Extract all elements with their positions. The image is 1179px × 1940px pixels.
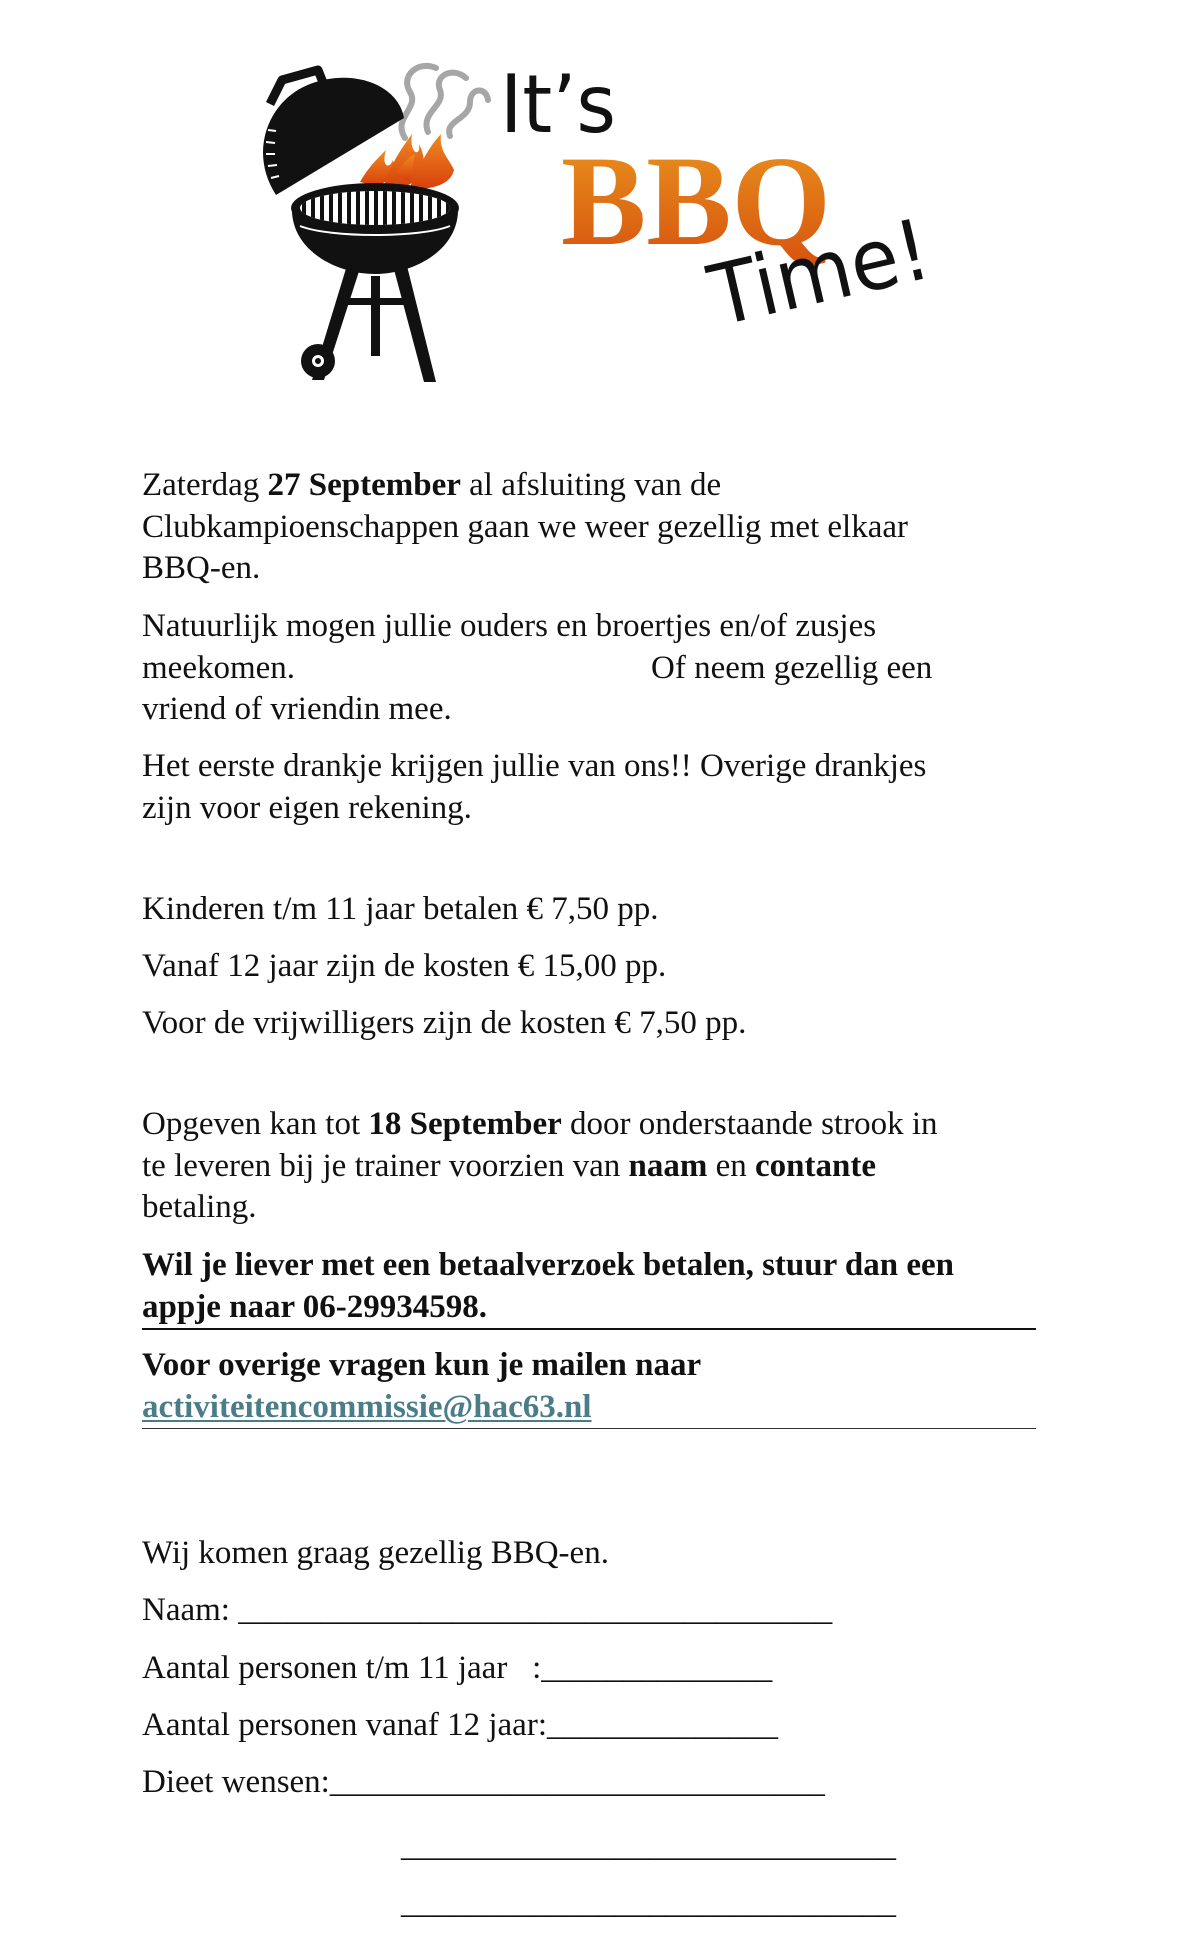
blank-line: ______________________________ xyxy=(329,1764,825,1800)
intro-line xyxy=(142,548,908,590)
text-segment: Zaterdag xyxy=(142,467,268,503)
logo-bbq-text: BBQ xyxy=(561,130,831,272)
vragen-line xyxy=(142,1387,1036,1429)
grill-icon xyxy=(263,66,488,382)
text-segment: zijn voor eigen rekening. xyxy=(142,789,472,826)
bold-text: 27 September xyxy=(267,467,461,503)
text-segment: Dieet wensen: xyxy=(142,1764,330,1800)
opgeven-line xyxy=(142,1187,938,1229)
blank-line: ______________________________ xyxy=(401,1885,896,1921)
prices-line xyxy=(142,1003,746,1045)
text-segment: vriend of vriendin mee. xyxy=(142,691,452,727)
logo-its-text: It’s xyxy=(500,58,616,151)
email-link[interactable]: activiteitencommissie@hac63.nl xyxy=(142,1388,592,1425)
blank-line: ______________ xyxy=(541,1649,773,1686)
text-segment: en xyxy=(707,1147,756,1184)
smoke-icon xyxy=(401,66,488,138)
prices-line xyxy=(142,889,746,931)
intro-line xyxy=(142,507,908,549)
wheel-icon xyxy=(301,344,335,378)
grill-bowl xyxy=(291,183,459,274)
prices-list xyxy=(142,889,746,1060)
text-segment: te leveren bij je trainer voorzien van xyxy=(142,1147,629,1184)
bold-text: 18 September xyxy=(368,1106,562,1142)
text-segment: Vanaf 12 jaar zijn de kosten € 15,00 pp. xyxy=(142,948,667,984)
bold-text: naam xyxy=(628,1147,708,1184)
text-segment: Naam: xyxy=(142,1592,239,1629)
blank-line: ____________________________________ xyxy=(238,1592,833,1629)
form-line xyxy=(142,1705,832,1747)
text-segment: Opgeven kan tot xyxy=(142,1106,369,1142)
text-segment: Voor de vrijwilligers zijn de kosten € 7,50 pp. xyxy=(142,1005,747,1041)
payment-request-paragraph xyxy=(142,1245,1036,1330)
form-line xyxy=(142,1648,832,1690)
text-segment: Wil je liever met een betaalverzoek betalen, stuur dan een xyxy=(142,1247,955,1283)
form-line xyxy=(142,1590,832,1632)
registration-paragraph xyxy=(142,1104,938,1229)
opgeven-line xyxy=(142,1146,938,1188)
text-segment: meekomen. xyxy=(142,649,296,686)
blank-line: ______________________________ xyxy=(401,1828,896,1864)
drankje-line xyxy=(142,746,926,788)
betaal-line xyxy=(142,1245,1036,1287)
drankje-line xyxy=(142,788,926,830)
prices-line xyxy=(142,946,746,988)
opgeven-line xyxy=(142,1104,938,1146)
extra-line xyxy=(401,1826,896,1868)
blank-line: ______________ xyxy=(547,1706,778,1743)
natuurlijk-line xyxy=(142,648,933,690)
betaal-line xyxy=(142,1287,1036,1329)
drinks-paragraph xyxy=(142,746,926,829)
natuurlijk-line xyxy=(142,606,876,648)
form-line xyxy=(142,1533,832,1575)
text-segment: Kinderen t/m 11 jaar betalen € 7,50 pp. xyxy=(142,891,659,927)
natuurlijk-line xyxy=(142,689,876,731)
text-segment: Of neem gezellig een xyxy=(651,649,933,686)
intro-line xyxy=(142,465,908,507)
flame-icon xyxy=(360,134,454,189)
form-line xyxy=(142,1762,832,1804)
text-segment: appje naar 06-29934598. xyxy=(142,1288,487,1325)
text-segment: betaling. xyxy=(142,1189,257,1225)
intro-paragraph xyxy=(142,465,908,590)
bold-text: contante xyxy=(755,1147,877,1184)
text-segment: door onderstaande strook in xyxy=(561,1106,938,1142)
text-segment: Clubkampioenschappen gaan we weer gezellig met elkaar xyxy=(142,508,909,545)
vragen-line xyxy=(142,1345,1036,1387)
questions-paragraph xyxy=(142,1345,1036,1429)
text-segment: Voor overige vragen kun je mailen naar xyxy=(142,1347,702,1383)
text-segment: Aantal personen vanaf 12 jaar: xyxy=(142,1706,547,1743)
logo-time-text: Time! xyxy=(700,196,956,346)
diet-extra-lines xyxy=(142,1826,896,1940)
extra-line xyxy=(401,1883,896,1925)
signup-form xyxy=(142,1533,832,1819)
guests-paragraph xyxy=(142,606,933,731)
text-segment: Aantal personen t/m 11 jaar : xyxy=(142,1649,542,1686)
bbq-logo xyxy=(0,0,1179,400)
text-segment: BBQ-en. xyxy=(142,550,261,586)
text-segment: al afsluiting van de xyxy=(460,467,722,503)
text-segment: Natuurlijk mogen jullie ouders en broertjes en/of zusjes xyxy=(142,608,877,644)
text-segment: Het eerste drankje krijgen jullie van ons!! Overige drankjes xyxy=(142,748,927,784)
text-segment: Wij komen graag gezellig BBQ-en. xyxy=(142,1535,609,1571)
